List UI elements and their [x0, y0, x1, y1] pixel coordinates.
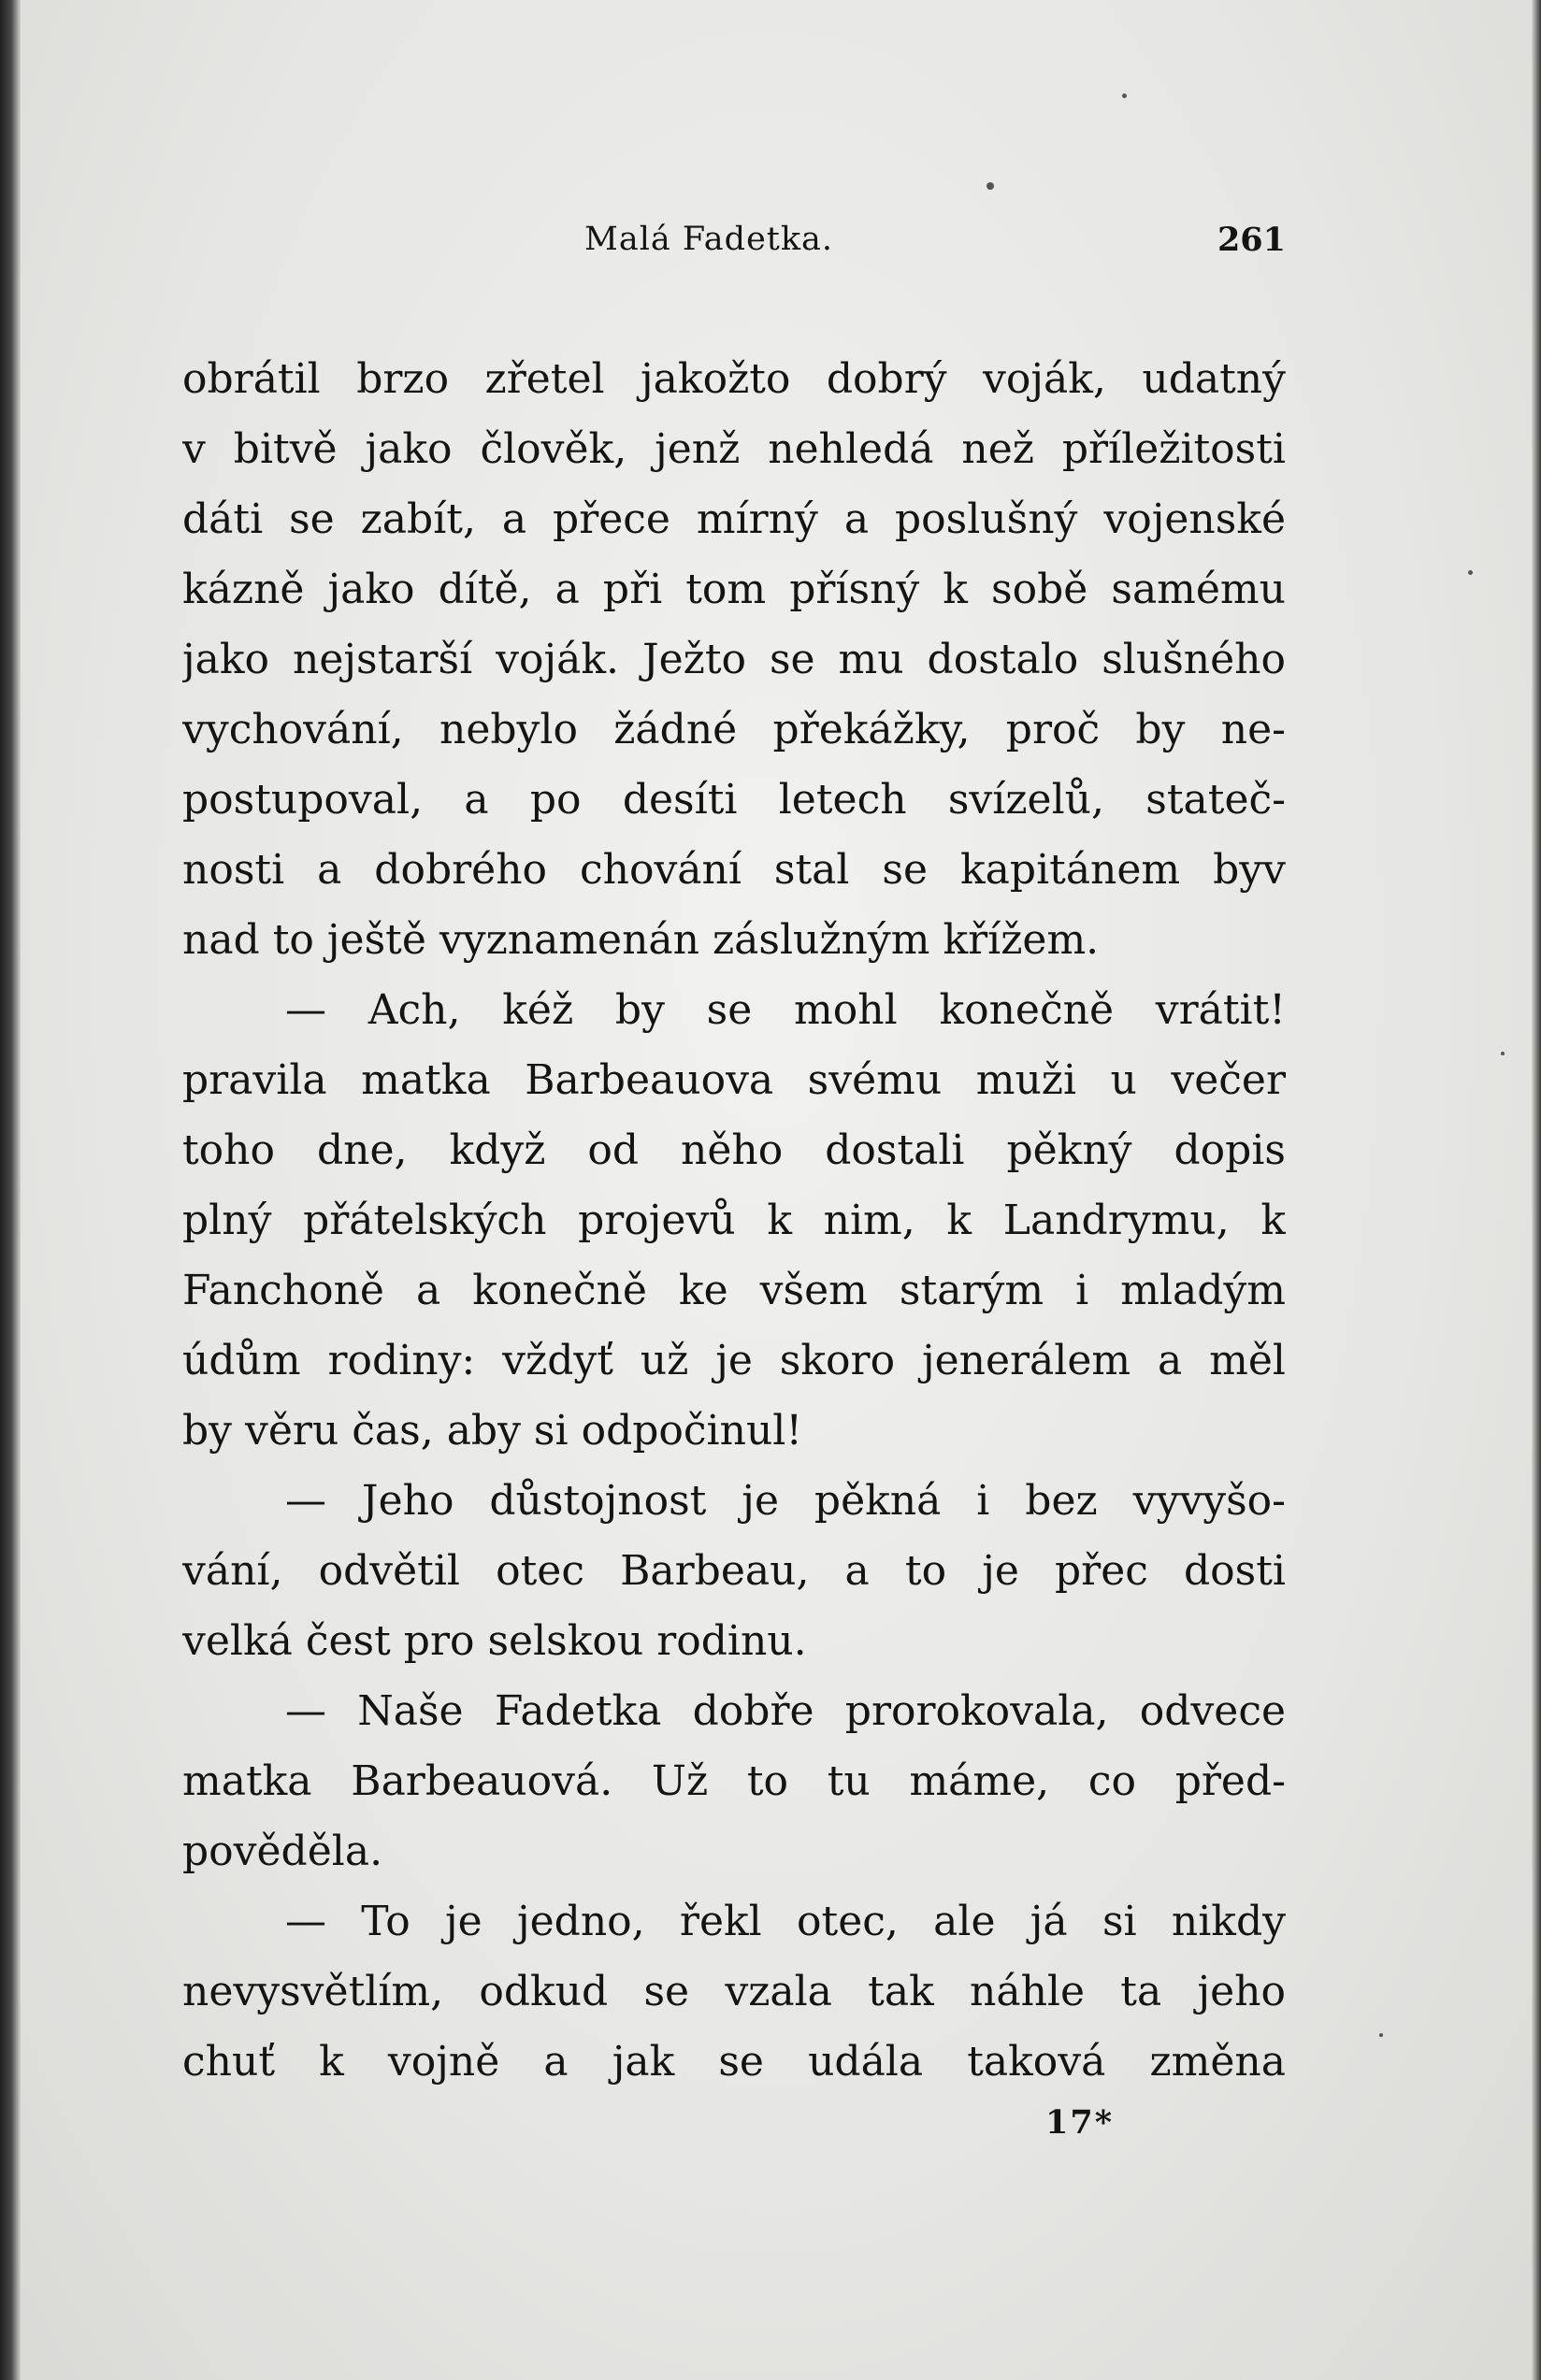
text-line: by věru čas, aby si odpočinul!	[182, 1407, 803, 1455]
text-line: dáti se zabít, a přece mírný a poslušný vojenské	[182, 495, 1286, 543]
text-line: — Ach, kéž by se mohl konečně vrátit!	[285, 986, 1286, 1034]
text-line: obrátil brzo zřetel jakožto dobrý voják, udatný	[182, 355, 1286, 403]
text-line: postupoval, a po desíti letech svízelů, stateč-	[182, 776, 1286, 824]
running-head	[182, 221, 1286, 277]
text-line: pravila matka Barbeauova svému muži u večer	[182, 1056, 1286, 1104]
text-line: jako nejstarší voják. Ježto se mu dostalo slušného	[182, 636, 1286, 683]
binding-edge	[0, 0, 21, 2380]
text-line: chuť k vojně a jak se udála taková změna	[182, 2038, 1286, 2086]
text-line: nevysvětlím, odkud se vzala tak náhle ta jeho	[182, 1968, 1286, 2015]
text-line: v bitvě jako člověk, jenž nehledá než příležitosti	[182, 425, 1286, 473]
text-line: nosti a dobrého chování stal se kapitánem byv	[182, 846, 1286, 894]
text-line: — Naše Fadetka dobře prorokovala, odvece	[285, 1687, 1286, 1735]
text-line: vání, odvětil otec Barbeau, a to je přec dosti	[182, 1547, 1286, 1595]
text-line: velká čest pro selskou rodinu.	[182, 1617, 807, 1665]
printer-signature: 17*	[1045, 2103, 1115, 2142]
text-line: — To je jedno, řekl otec, ale já si nikdy	[285, 1898, 1286, 1945]
running-title: Malá Fadetka.	[584, 221, 834, 258]
page-edge	[1532, 0, 1541, 2380]
body-text	[182, 344, 1286, 2097]
text-line: plný přátelských projevů k nim, k Landrymu, k	[182, 1197, 1286, 1244]
text-line: vychování, nebylo žádné překážky, proč by ne-	[182, 706, 1286, 753]
text-line: Fanchoně a konečně ke všem starým i mladým	[182, 1267, 1286, 1314]
text-line: kázně jako dítě, a při tom přísný k sobě samému	[182, 566, 1286, 613]
text-line: matka Barbeauová. Už to tu máme, co před-	[182, 1757, 1286, 1805]
print-speck	[1468, 570, 1473, 575]
print-speck	[1122, 93, 1127, 98]
text-line: — Jeho důstojnost je pěkná i bez vyvyšo-	[285, 1477, 1286, 1525]
print-speck	[1501, 1052, 1505, 1055]
text-line: nad to ještě vyznamenán záslužným křížem.	[182, 916, 1100, 964]
page-number: 261	[1217, 221, 1286, 259]
print-speck	[987, 182, 994, 190]
print-speck	[1379, 2033, 1383, 2037]
text-line: údům rodiny: vždyť už je skoro jenerálem a měl	[182, 1337, 1286, 1384]
text-line: pověděla.	[182, 1828, 383, 1875]
text-line: toho dne, když od něho dostali pěkný dopis	[182, 1126, 1286, 1174]
